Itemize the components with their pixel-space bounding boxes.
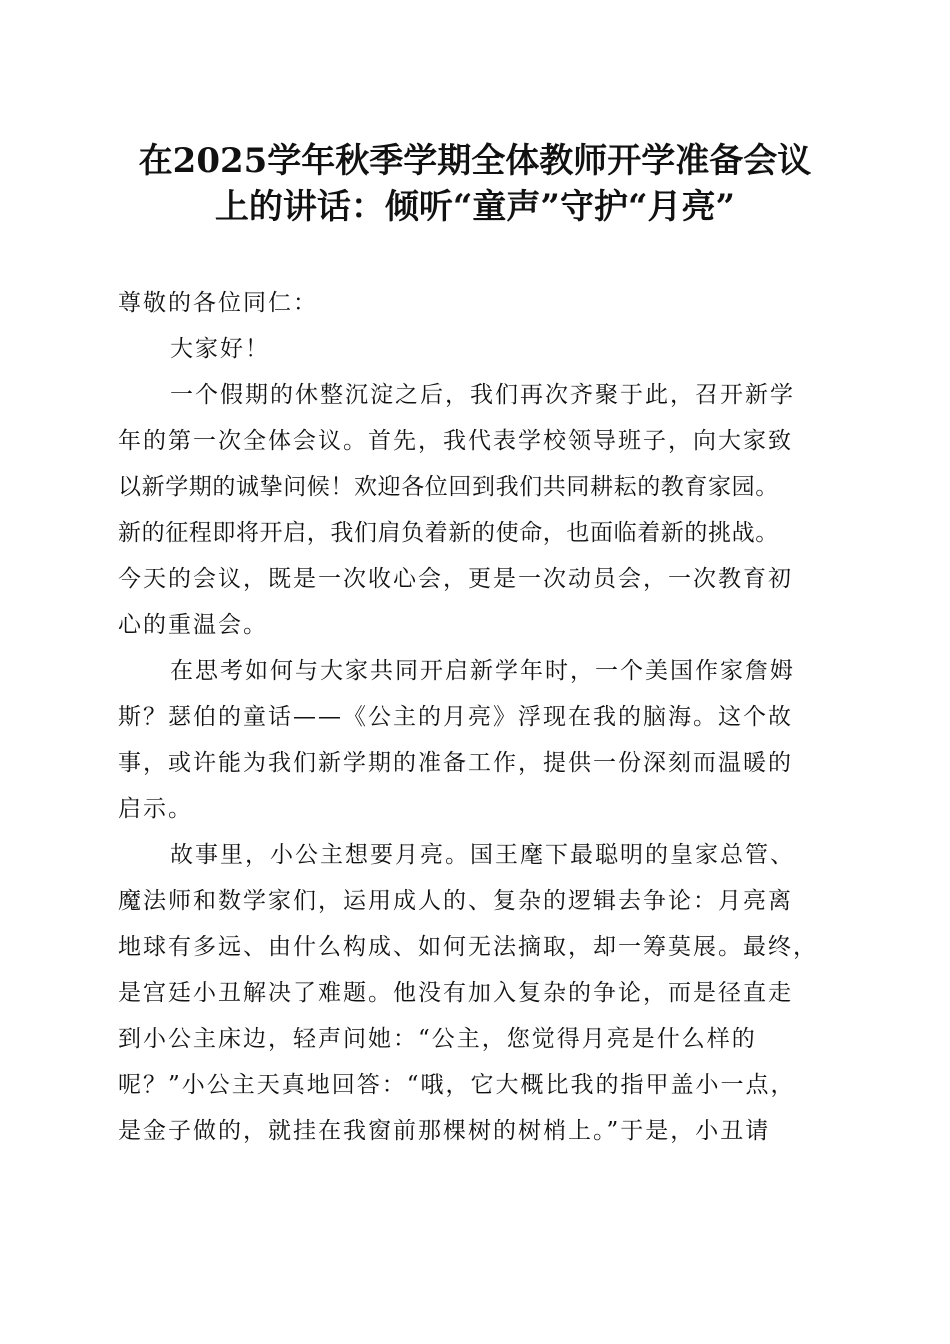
paragraph-3-line-3: 地球有多远、由什么构成、如何无法摘取，却一筹莫展。最终， [118,934,818,960]
paragraph-2-line-3: 事，或许能为我们新学期的准备工作，提供一份深刻而温暖的 [118,750,793,776]
paragraph-3-line-1: 故事里，小公主想要月亮。国王麾下最聪明的皇家总管、 [170,842,795,868]
paragraph-3-line-6: 呢？”小公主天真地回答：“哦，它大概比我的指甲盖小一点， [118,1072,796,1098]
speech-body [118,280,840,1154]
paragraph-2-line-1: 在思考如何与大家共同开启新学年时，一个美国作家詹姆 [170,658,795,684]
paragraph-3-line-7: 是金子做的，就挂在我窗前那棵树的树梢上。”于是，小丑请 [118,1118,771,1144]
title-line-2: 上的讲话：倾听“童声”守护“月亮” [214,187,736,227]
paragraph-3-line-2: 魔法师和数学家们，运用成人的、复杂的逻辑去争论：月亮离 [118,888,793,914]
salutation: 尊敬的各位同仁： [118,290,318,316]
paragraph-1-line-2: 年的第一次全体会议。首先，我代表学校领导班子，向大家致 [118,428,793,454]
paragraph-1-line-1: 一个假期的休整沉淀之后，我们再次齐聚于此，召开新学 [170,382,795,408]
paragraph-1-line-6: 心的重温会。 [118,612,268,638]
paragraph-3-line-5: 到小公主床边，轻声问她：“公主，您觉得月亮是什么样的 [118,1026,757,1052]
paragraph-1-line-3: 以新学期的诚挚问候！欢迎各位回到我们共同耕耘的教育家园。 [118,474,779,500]
paragraph-1-line-5: 今天的会议，既是一次收心会，更是一次动员会，一次教育初 [118,566,793,592]
paragraph-3-line-4: 是宫廷小丑解决了难题。他没有加入复杂的争论，而是径直走 [118,980,793,1006]
speech-title [100,138,850,230]
paragraph-1-line-4: 新的征程即将开启，我们肩负着新的使命，也面临着新的挑战。 [118,520,779,546]
title-line-1: 在2025学年秋季学期全体教师开学准备会议 [138,141,812,181]
paragraph-2-line-4: 启示。 [118,796,193,822]
greeting: 大家好！ [170,336,270,362]
paragraph-2-line-2: 斯？瑟伯的童话——《公主的月亮》浮现在我的脑海。这个故 [118,704,793,730]
